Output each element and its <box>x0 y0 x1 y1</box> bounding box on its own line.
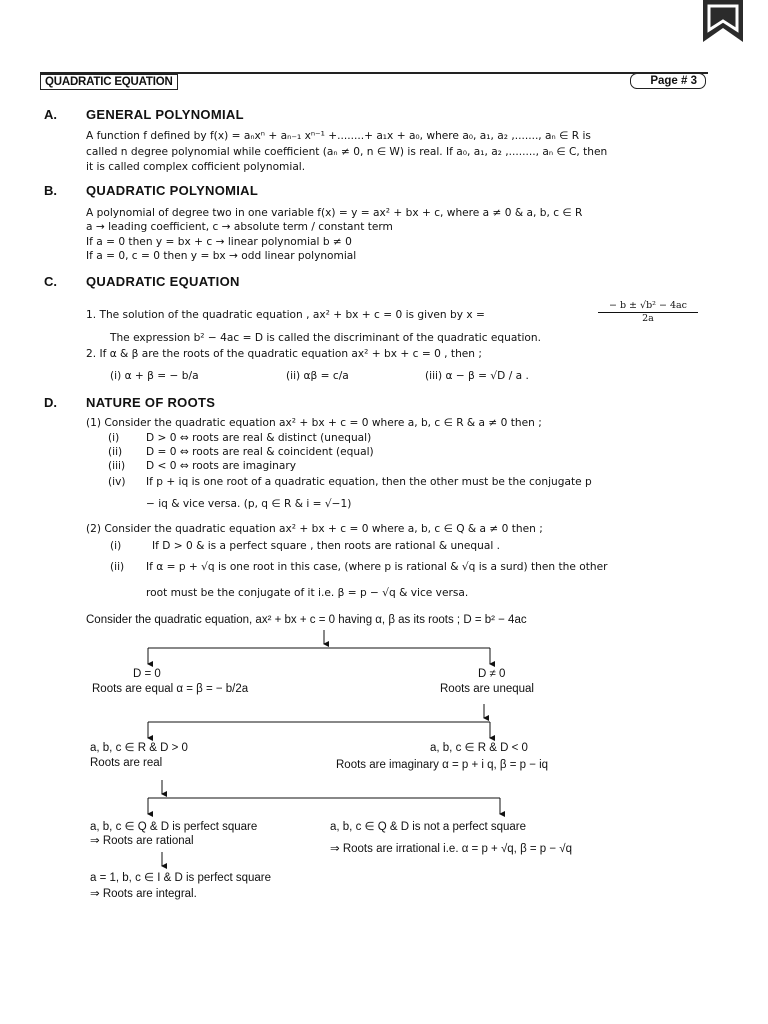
section-a-line-1: A function f defined by f(x) = aₙxⁿ + aₙ₋₁ xⁿ⁻¹ +........+ a₁x + a₀, where a₀, a₁, a₂ ,......., aₙ ∈ R is <box>86 130 591 142</box>
node-imaginary-condition: a, b, c ∈ R & D < 0 <box>430 742 528 754</box>
case-1-heading: (1) Consider the quadratic equation ax² + bx + c = 0 where a, b, c ∈ R & a ≠ 0 then ; <box>86 417 542 429</box>
case-1-iv-continued: − iq & vice versa. (p, q ∈ R & i = √−1) <box>146 498 352 510</box>
case-1-iv-text: If p + iq is one root of a quadratic equation, then the other must be the conjugate p <box>146 476 592 488</box>
case-2-heading: (2) Consider the quadratic equation ax² + bx + c = 0 where a, b, c ∈ Q & a ≠ 0 then ; <box>86 523 543 535</box>
node-real-condition: a, b, c ∈ R & D > 0 <box>90 742 188 754</box>
case-2-i-label: (i) <box>110 540 122 552</box>
node-d-equal-text: Roots are equal α = β = − b/2a <box>92 683 249 695</box>
sum-of-roots: (i) α + β = − b/a <box>110 370 199 382</box>
section-a-line-3: it is called complex cofficient polynomial. <box>86 161 306 173</box>
node-d-equal: D = 0 <box>133 668 161 680</box>
formula-numerator: − b ± √b² − 4ac <box>598 300 698 313</box>
case-1-i-label: (i) <box>108 432 120 444</box>
node-real-text: Roots are real <box>90 757 163 769</box>
section-b-line-2: a → leading coefficient, c → absolute term / constant term <box>86 221 393 233</box>
section-b-title: QUADRATIC POLYNOMIAL <box>86 183 259 198</box>
node-irrational-condition: a, b, c ∈ Q & D is not a perfect square <box>330 821 527 833</box>
node-integral-condition: a = 1, b, c ∈ I & D is perfect square <box>90 872 272 884</box>
case-1-ii-text: D = 0 ⇔ roots are real & coincident (equal) <box>146 446 374 458</box>
case-2-i-text: If D > 0 & is a perfect square , then roots are rational & unequal . <box>152 540 501 552</box>
flowchart-intro: Consider the quadratic equation, ax² + bx + c = 0 having α, β as its roots ; D = b² − 4ac <box>86 614 527 626</box>
section-c-letter: C. <box>44 274 57 289</box>
page-number: Page # 3 <box>630 73 706 89</box>
node-d-not-equal: D ≠ 0 <box>478 668 506 680</box>
discriminant-definition: The expression b² − 4ac = D is called the discriminant of the quadratic equation. <box>110 332 541 344</box>
case-1-iii-text: D < 0 ⇔ roots are imaginary <box>146 460 296 472</box>
difference-of-roots: (iii) α − β = √D / a . <box>425 370 529 382</box>
node-imaginary-text: Roots are imaginary α = p + i q, β = p − iq <box>336 759 549 771</box>
section-d-title: NATURE OF ROOTS <box>86 395 216 410</box>
formula-denominator: 2a <box>642 313 654 324</box>
section-a-letter: A. <box>44 107 57 122</box>
section-b-line-4: If a = 0, c = 0 then y = bx → odd linear polynomial <box>86 250 357 262</box>
case-2-ii-label: (ii) <box>110 561 125 573</box>
section-b-letter: B. <box>44 183 57 198</box>
section-d-letter: D. <box>44 395 57 410</box>
roots-relation-statement: 2. If α & β are the roots of the quadratic equation ax² + bx + c = 0 , then ; <box>86 348 482 360</box>
node-integral-text: ⇒ Roots are integral. <box>90 888 197 900</box>
case-1-iii-label: (iii) <box>108 460 126 472</box>
node-d-not-equal-text: Roots are unequal <box>440 683 534 695</box>
section-b-line-1: A polynomial of degree two in one variable f(x) = y = ax² + bx + c, where a ≠ 0 & a, b, c ∈ R <box>86 207 583 219</box>
case-2-ii-continued: root must be the conjugate of it i.e. β = p − √q & vice versa. <box>146 587 469 599</box>
node-rational-condition: a, b, c ∈ Q & D is perfect square <box>90 821 258 833</box>
product-of-roots: (ii) αβ = c/a <box>286 370 349 382</box>
quadratic-formula-statement: 1. The solution of the quadratic equation , ax² + bx + c = 0 is given by x = <box>86 309 485 321</box>
node-rational-text: ⇒ Roots are rational <box>90 835 194 847</box>
node-irrational-text: ⇒ Roots are irrational i.e. α = p + √q, β = p − √q <box>330 843 572 855</box>
case-1-iv-label: (iv) <box>108 476 126 488</box>
section-b-line-3: If a = 0 then y = bx + c → linear polynomial b ≠ 0 <box>86 236 352 248</box>
case-1-i-text: D > 0 ⇔ roots are real & distinct (unequal) <box>146 432 372 444</box>
section-a-title: GENERAL POLYNOMIAL <box>86 107 244 122</box>
section-c-title: QUADRATIC EQUATION <box>86 274 240 289</box>
chapter-title: QUADRATIC EQUATION <box>40 74 178 90</box>
section-a-line-2: called n degree polynomial while coefficient (aₙ ≠ 0, n ∈ W) is real. If a₀, a₁, a₂ ,........, aₙ ∈ C, then <box>86 146 608 158</box>
case-1-ii-label: (ii) <box>108 446 123 458</box>
case-2-ii-text: If α = p + √q is one root in this case, (where p is rational & √q is a surd) then the other <box>146 561 608 573</box>
